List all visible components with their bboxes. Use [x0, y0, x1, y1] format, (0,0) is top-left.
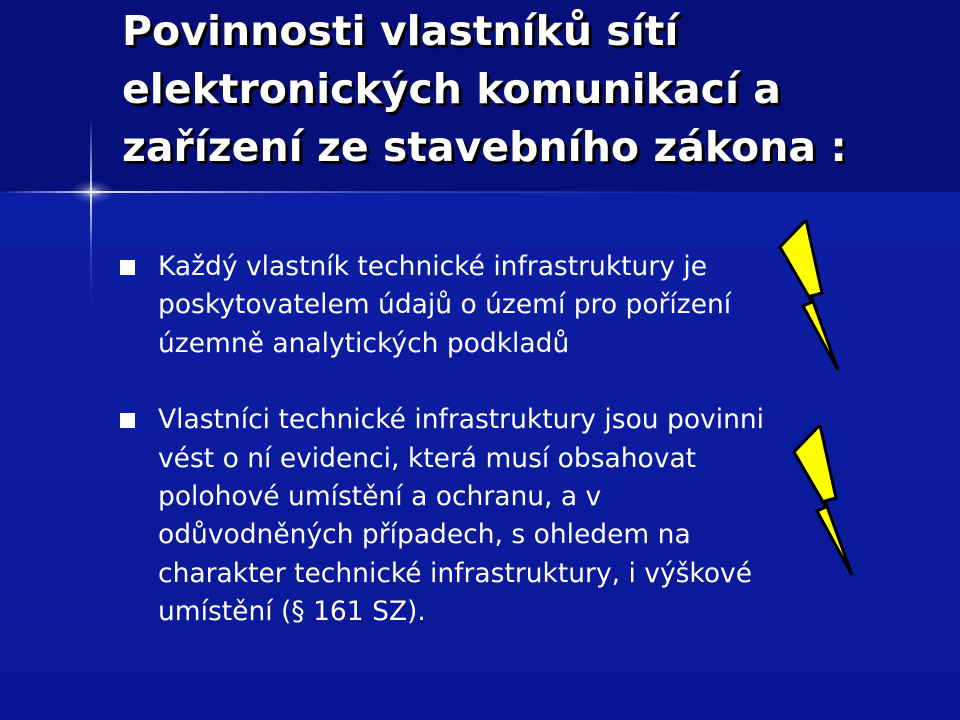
decorative-vertical-line — [90, 118, 92, 308]
decorative-light-spark — [70, 180, 114, 204]
decorative-horizontal-line — [0, 191, 960, 193]
bullet-text: Vlastníci technické infrastruktury jsou povinni vést o ní evidenci, která musí obsahovat polohové umístění a ochranu, a v odůvodněných případech, s ohledem na charakter technické infrastruktury, i výškové umístění (§ 161 SZ). — [158, 404, 765, 628]
square-bullet-icon — [120, 413, 135, 428]
square-bullet-icon — [120, 260, 135, 275]
lightning-bolt-icon — [776, 220, 842, 372]
bullet-text: Každý vlastník technické infrastruktury je poskytovatelem údajů o území pro pořízení územně analytických podkladů — [158, 251, 732, 359]
bullet-item-1 — [118, 248, 778, 363]
lightning-bolt-icon — [790, 425, 856, 577]
bullet-item-2 — [118, 401, 778, 631]
bullet-list — [118, 248, 778, 632]
slide-title: Povinnosti vlastníků sítí elektronických komunikací a zařízení ze stavebního zákona : — [122, 7, 847, 171]
